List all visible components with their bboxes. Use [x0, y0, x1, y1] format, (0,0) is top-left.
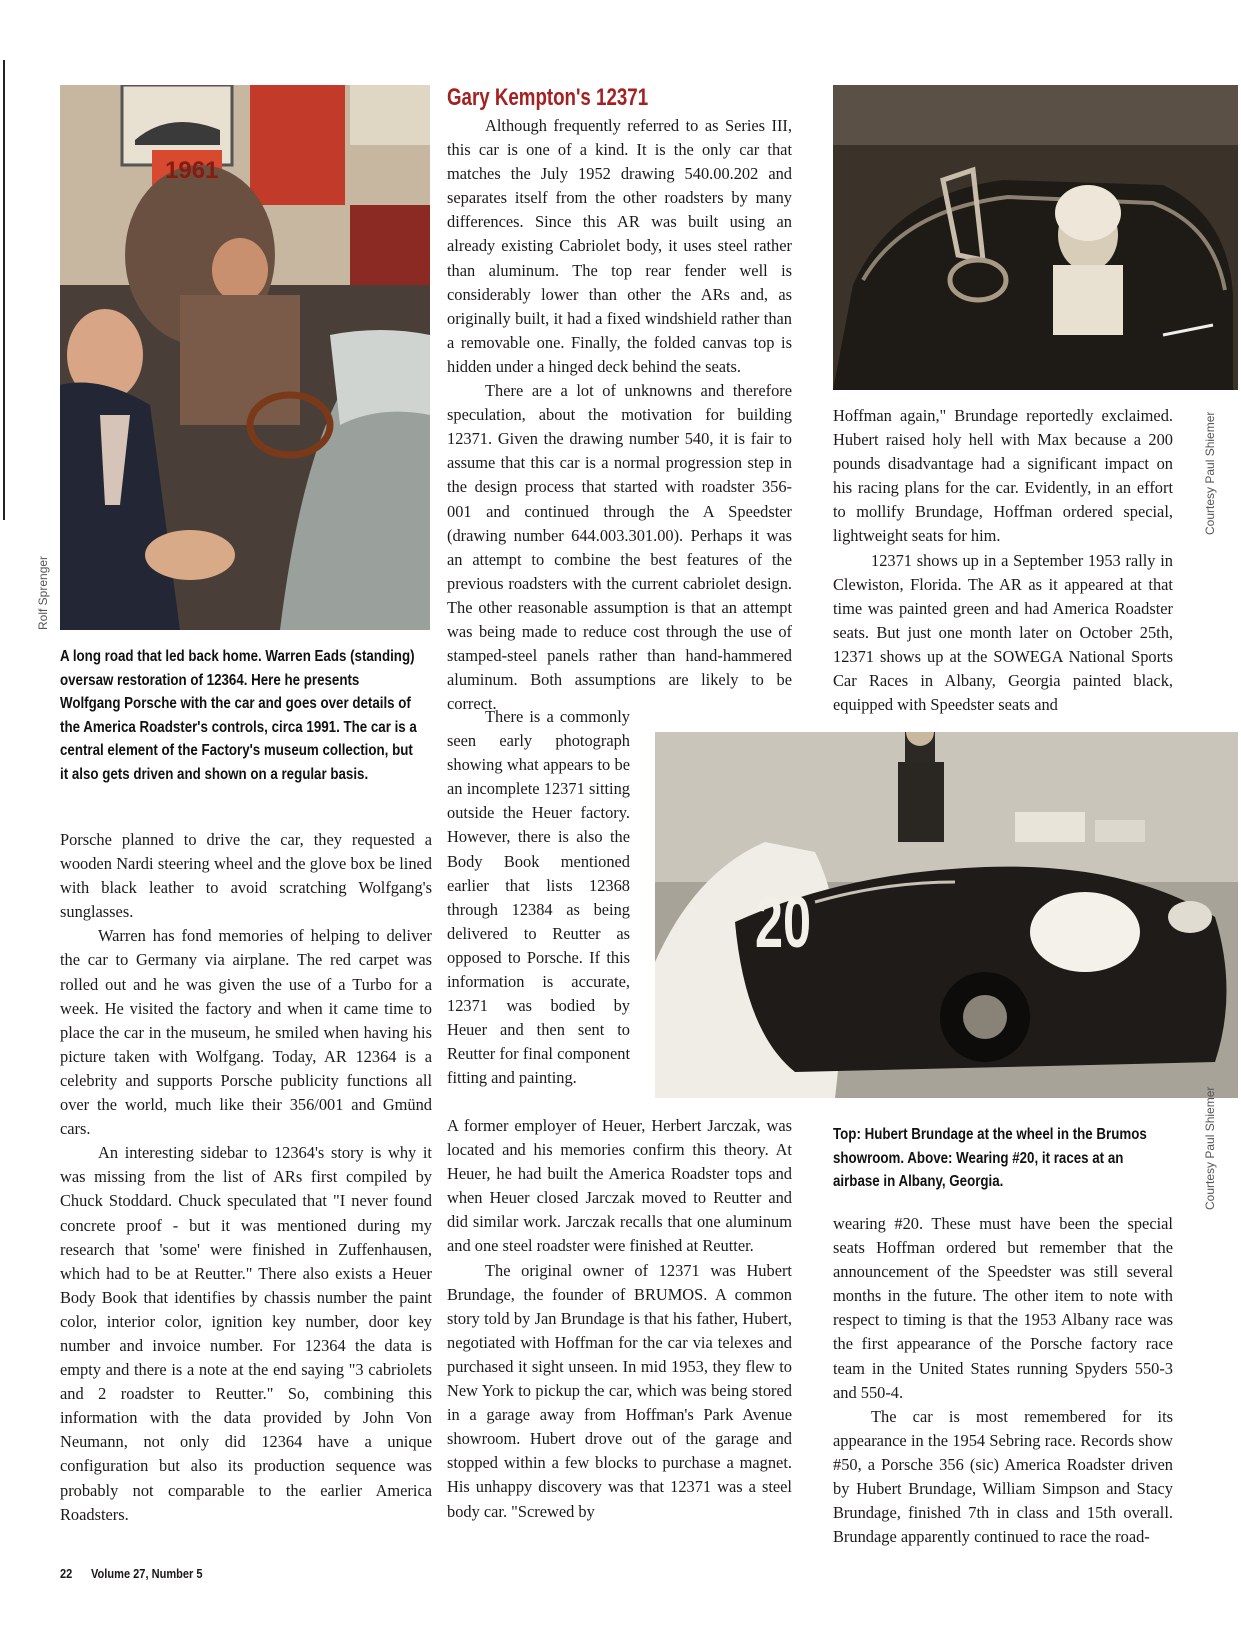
brundage-photo-art	[833, 85, 1238, 390]
column-2-bottom	[447, 1114, 792, 1524]
column-3-top	[833, 404, 1173, 717]
museum-photo-art	[60, 85, 430, 630]
race-photo	[655, 732, 1238, 1098]
caption-right: Top: Hubert Brundage at the wheel in the Brumos showroom. Above: Wearing #20, it races at an airbase in Albany, Georgia.	[833, 1126, 1147, 1191]
column-3-bottom	[833, 1212, 1173, 1549]
column-2-narrow	[447, 705, 630, 1091]
paragraph: Although frequently referred to as Series III, this car is one of a kind. It is the only car that matches the July 1952 drawing 540.00.202 and separates itself from the other roadsters by many differences. Since this AR was built using an already existing Cabriolet body, it uses steel rather than aluminum. The top rear fender well is considerably lower than other the ARs and, as originally built, it had a fixed windshield rather than a removable one. Finally, the folded canvas top is hidden under a hinged deck behind the seats.	[447, 116, 792, 376]
paragraph: There is a commonly seen early photograph showing what appears to be an incomplete 12371 sitting outside the Heuer factory. However, there is also the Body Book mentioned earlier that lists 12368 through 12384 as being delivered to Reutter as opposed to Porsche. If this information is accurate, 12371 was bodied by Heuer and then sent to Reutter for final component fitting and painting.	[447, 707, 630, 1088]
paragraph: A former employer of Heuer, Herbert Jarczak, was located and his memories confirm this theory. At Heuer, he had built the America Roadster tops and when Heuer closed Jarczak moved to Reutter and did similar work. Jarczak recalls that one aluminum and one steel roadster were finished at Reutter.	[447, 1116, 792, 1256]
paragraph: An interesting sidebar to 12364's story is why it was missing from the list of ARs first compiled by Chuck Stoddard. Chuck speculated that "I never found concrete proof - but it was mentioned during my research that 'some' were finished in Zuffenhausen, which had to be at Reutter." There also exists a Heuer Body Book that identifies by chassis number the paint color, interior color, ignition key number, door key number and invoice number. For 12364 the data is empty and there is a note at the end saying "3 cabriolets and 2 roadster to Reutter." So, combining this information with the data provided by John Von Neumann, not only did 12364 have a unique configuration but also its production sequence was probably not comparable to the earlier America Roadsters.	[60, 1143, 432, 1524]
brundage-photo	[833, 85, 1238, 390]
margin-rule	[3, 60, 5, 520]
photo-credit-top-right: Courtesy Paul Shiemer	[1203, 411, 1217, 535]
paragraph: wearing #20. These must have been the special seats Hoffman ordered but remember that the announcement of the Speedster was still several months in the future. The other item to note with respect to timing is that the 1953 Albany race was the first appearance of the Porsche factory race team in the United States running Spyders 550-3 and 550-4.	[833, 1214, 1173, 1402]
paragraph: 12371 shows up in a September 1953 rally in Clewiston, Florida. The AR as it appeared at that time was painted green and had America Roadster seats. But just one month later on October 25th, 12371 shows up at the SOWEGA National Sports Car Races in Albany, Georgia painted black, equipped with Speedster seats and	[833, 550, 1173, 715]
issue-label: Volume 27, Number 5	[91, 1566, 203, 1581]
paragraph: Porsche planned to drive the car, they requested a wooden Nardi steering wheel and the glove box be lined with black leather to avoid scratching Wolfgang's sunglasses.	[60, 830, 432, 922]
column-2-top	[447, 114, 792, 716]
paragraph: The original owner of 12371 was Hubert Brundage, the founder of BRUMOS. A common story told by Jan Brundage is that his father, Hubert, negotiated with Hoffman for the car via telexes and purchased it sight unseen. In mid 1953, they flew to New York to pickup the car, which was being stored in a garage away from Hoffman's Park Avenue showroom. Hubert drove out of the garage and stopped within a few blocks to purchase a magnet. His unhappy discovery was that 12371 was a steel body car. "Screwed by	[447, 1260, 792, 1521]
article-heading: Gary Kempton's 12371	[447, 84, 649, 111]
poster-year: 1961	[165, 157, 219, 184]
race-photo-art	[655, 732, 1238, 1098]
caption-left: A long road that led back home. Warren Eads (standing) oversaw restoration of 12364. Here he presents Wolfgang Porsche with the car and goes over details of the America Roadster's controls, circa 1991. The car is a central element of the Factory's museum collection, but it also gets driven and shown on a regular basis.	[60, 648, 417, 783]
paragraph: There are a lot of unknowns and therefore speculation, about the motivation for building 12371. Given the drawing number 540, it is fair to assume that this car is a normal progression step in the design process that started with roadster 356-001 and continued through the A Speedster (drawing number 644.003.301.00). Perhaps it was an attempt to combine the best features of the previous roadsters with the current cabriolet design. The other reasonable assumption is that an attempt was being made to reduce cost through the use of stamped-steel panels rather than hand-hammered aluminum. Both assumptions are likely to be correct.	[447, 381, 792, 714]
photo-credit-left: Rolf Sprenger	[36, 555, 50, 630]
museum-photo	[60, 85, 430, 630]
photo-credit-race: Courtesy Paul Shiemer	[1203, 1086, 1217, 1210]
paragraph: Hoffman again," Brundage reportedly exclaimed. Hubert raised holy hell with Max because a 200 pounds disadvantage had a significant impact on his racing plans for the car. Evidently, in an effort to mollify Brundage, Hoffman ordered special, lightweight seats for him.	[833, 406, 1173, 546]
paragraph: The car is most remembered for its appearance in the 1954 Sebring race. Records show #50, a Porsche 356 (sic) America Roadster driven by Hubert Brundage, William Simpson and Stacy Brundage, finished 7th in class and 15th overall. Brundage apparently continued to race the road-	[833, 1406, 1173, 1547]
paragraph: Warren has fond memories of helping to deliver the car to Germany via airplane. The red carpet was rolled out and he was given the use of a Turbo for a week. He visited the factory and when it came time to place the car in the museum, he smiled when having his picture taken with Wolfgang. Today, AR 12364 is a celebrity and supports Porsche publicity functions all over the world, much like their 356/001 and Gmünd cars.	[60, 926, 432, 1139]
page-number: 22	[60, 1566, 73, 1581]
column-1	[60, 828, 432, 1527]
race-car-number: 20	[755, 883, 812, 963]
